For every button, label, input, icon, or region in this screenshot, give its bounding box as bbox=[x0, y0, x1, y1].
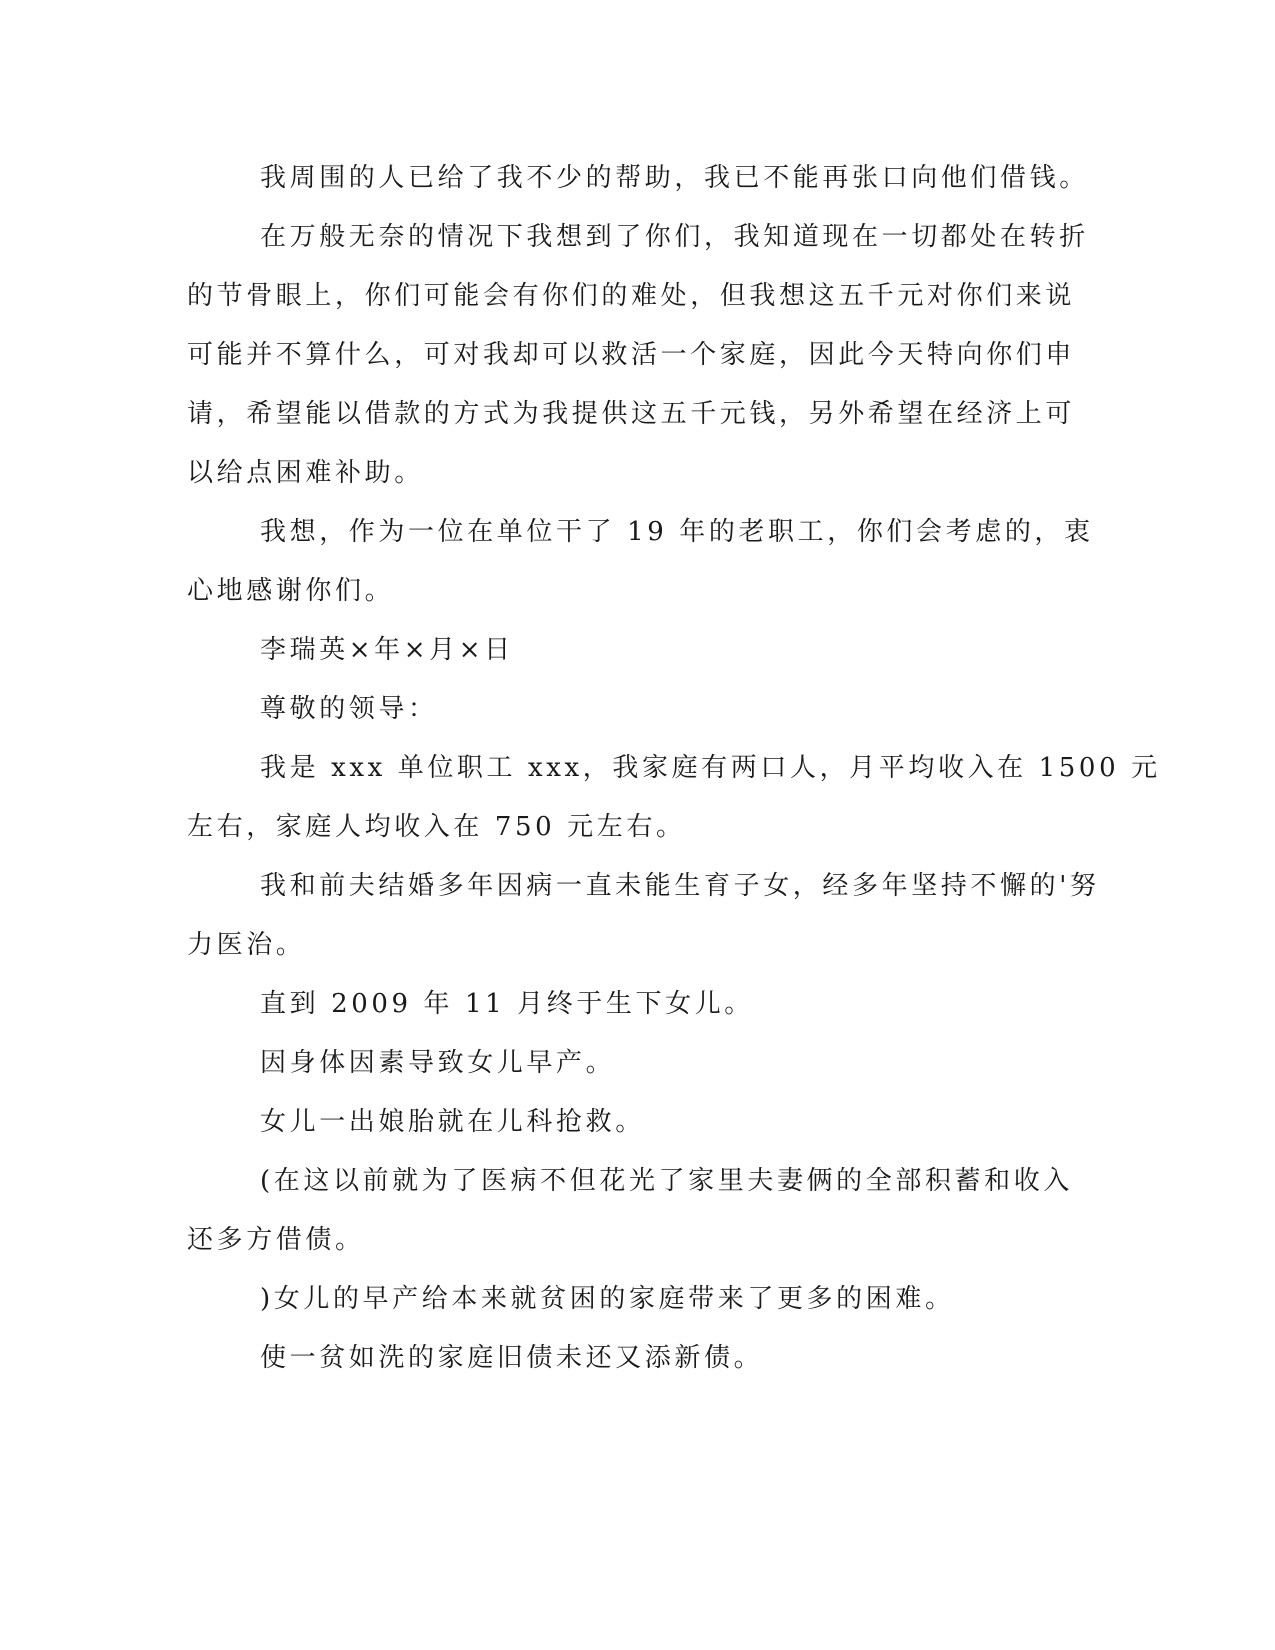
paragraph-line: 女儿一出娘胎就在儿科抢救。 bbox=[260, 1107, 645, 1137]
paragraph-line: 还多方借债。 bbox=[187, 1225, 365, 1255]
paragraph-line: (在这以前就为了医病不但花光了家里夫妻俩的全部积蓄和收入 bbox=[260, 1166, 1073, 1196]
paragraph-line: 左右，家庭人均收入在 750 元左右。 bbox=[187, 812, 686, 842]
paragraph-line: 我是 xxx 单位职工 xxx，我家庭有两口人，月平均收入在 1500 元 bbox=[260, 753, 1161, 783]
paragraph-line: 力医治。 bbox=[187, 930, 306, 960]
paragraph-line: 在万般无奈的情况下我想到了你们，我知道现在一切都处在转折 bbox=[260, 222, 1089, 252]
paragraph-line: 心地感谢你们。 bbox=[187, 576, 395, 606]
paragraph-line: 我想，作为一位在单位干了 19 年的老职工，你们会考虑的，衷 bbox=[260, 517, 1094, 547]
paragraph-line: 请，希望能以借款的方式为我提供这五千元钱，另外希望在经济上可 bbox=[187, 399, 1076, 429]
signature-date-line: 李瑞英×年×月×日 bbox=[260, 635, 514, 665]
paragraph-line: 的节骨眼上，你们可能会有你们的难处，但我想这五千元对你们来说 bbox=[187, 281, 1076, 311]
paragraph-line: 使一贫如洗的家庭旧债未还又添新债。 bbox=[260, 1343, 764, 1373]
paragraph-line: 我和前夫结婚多年因病一直未能生育子女，经多年坚持不懈的'努 bbox=[260, 871, 1100, 901]
paragraph-line: 我周围的人已给了我不少的帮助，我已不能再张口向他们借钱。 bbox=[260, 163, 1089, 193]
salutation-line: 尊敬的领导： bbox=[260, 694, 438, 724]
paragraph-line: )女儿的早产给本来就贫困的家庭带来了更多的困难。 bbox=[260, 1284, 955, 1314]
paragraph-line: 直到 2009 年 11 月终于生下女儿。 bbox=[260, 989, 754, 1019]
paragraph-line: 因身体因素导致女儿早产。 bbox=[260, 1048, 616, 1078]
paragraph-line: 可能并不算什么，可对我却可以救活一个家庭，因此今天特向你们申 bbox=[187, 340, 1076, 370]
paragraph-line: 以给点困难补助。 bbox=[187, 458, 424, 488]
